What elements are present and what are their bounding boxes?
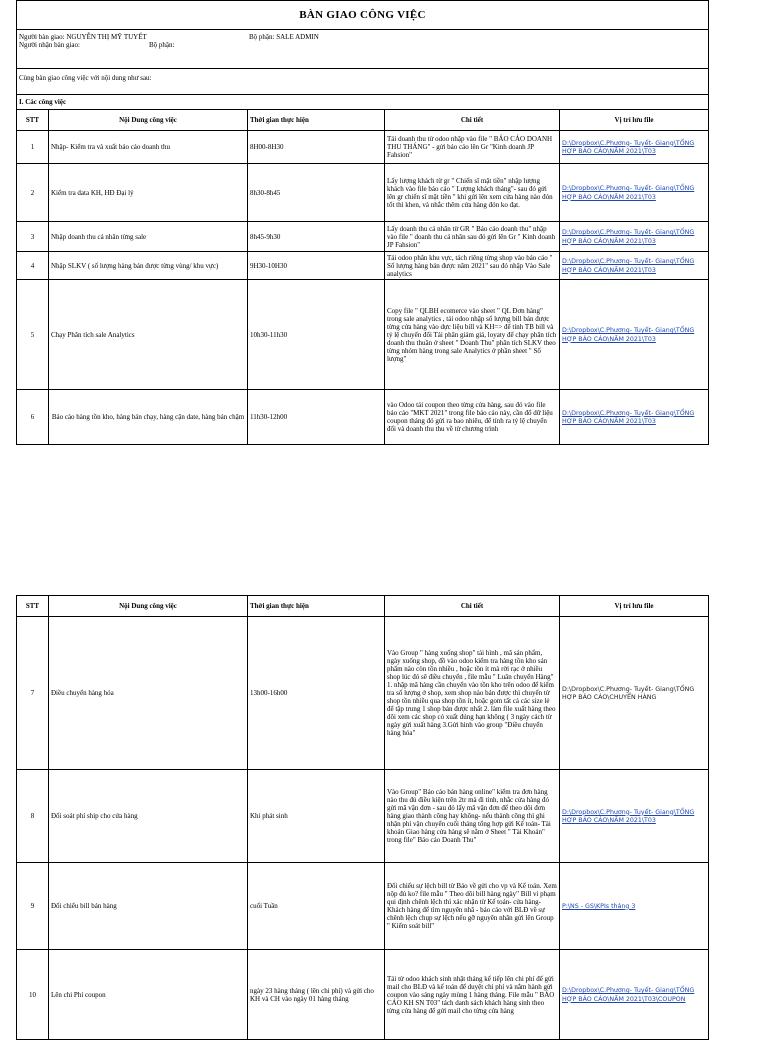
row-location[interactable] — [560, 770, 709, 863]
header-stt: STT — [17, 110, 49, 131]
row-content: Nhập doanh thu cá nhân từng sale — [49, 222, 248, 252]
row-stt: 7 — [17, 617, 49, 770]
row-content: Nhập SLKV ( số lượng hàng bán được từng vùng/ khu vực) — [49, 252, 248, 280]
header-detail: Chi tiết — [385, 596, 560, 617]
row-detail: vào Odoo tải coupon theo từng cửa hàng, sau đó vào file báo cáo "MKT 2021" trong file báo cáo này, cần đổ dữ liệu coupon tháng đó gửi ra bao nhiêu, để tính ra tỷ lệ chuyển đổi và doanh thu thu về từ chương trình — [385, 390, 560, 445]
document-page — [16, 0, 708, 1040]
file-location-text: D:\Dropbox\C.Phương- Tuyết- Giang\TỔNG HỢP BÁO CÁO\CHUYỂN HÀNG — [562, 685, 695, 701]
giver-label: Người bàn giao: — [19, 33, 65, 41]
file-location-link[interactable]: P:\NS - GS\KPIs tháng 3 — [562, 902, 636, 910]
row-time: cuối Tuần — [248, 863, 385, 950]
header-location: Vị trí lưu file — [560, 110, 709, 131]
row-time: 9H30-10H30 — [248, 252, 385, 280]
row-detail: Lấy lượng khách từ gr " Chiến sĩ mặt tiền" nhập lượng khách vào file báo cáo " Lượng khách tháng"- sau đó gửi lên gr chiến sĩ mặt tiền " khi gửi lên xem cửa hàng nào đón tốt thì khen, và nhắc thêm cửa hàng đón ko đạt. — [385, 164, 560, 222]
row-content: Đối soát phí ship cho cửa hàng — [49, 770, 248, 863]
row-detail: Tải từ odoo khách sinh nhật tháng kế tiếp lên chi phí để gửi mail cho BLĐ và kế toán để duyệt chi phí và nắm hành gửi coupon vào sáng ngày mùng 1 hàng tháng. File mẫu " BÁO CÁO KH SN T03" tách danh sách khách hàng sinh theo từng cửa hàng để gửi mail cho từng cửa hàng — [385, 950, 560, 1040]
giver-name: NGUYỄN THỊ MỸ TUYẾT — [66, 33, 147, 41]
row-content: Chạy Phân tích sale Analytics — [49, 280, 248, 390]
row-time: 8H00-8H30 — [248, 131, 385, 164]
row-detail: Lấy doanh thu cá nhân từ GR " Báo cáo doanh thu" nhập vào file " doanh thu cá nhân sau đó gửi lên Gr " Kinh doanh JP Fahsion" — [385, 222, 560, 252]
row-stt: 10 — [17, 950, 49, 1040]
row-stt: 5 — [17, 280, 49, 390]
row-content: Báo cáo hàng tồn kho, hàng bán chạy, hàng cận date, hàng bán chậm — [49, 390, 248, 445]
giver-dept: Bộ phận: SALE ADMIN — [249, 33, 319, 41]
row-location[interactable] — [560, 280, 709, 390]
row-content: Điều chuyển hàng hóa — [49, 617, 248, 770]
row-stt: 2 — [17, 164, 49, 222]
row-detail: Tải doanh thu từ odoo nhập vào file " BÁO CÁO DOANH THU THÁNG" - gửi báo cáo lên Gr "Kinh doanh JP Fahsion" — [385, 131, 560, 164]
header-content: Nội Dung công việc — [49, 596, 248, 617]
handover-info — [17, 30, 709, 69]
header-stt: STT — [17, 596, 49, 617]
row-location[interactable] — [560, 222, 709, 252]
row-stt: 3 — [17, 222, 49, 252]
row-location — [560, 617, 709, 770]
header-location: Vị trí lưu file — [560, 596, 709, 617]
row-detail: Đối chiếu sự lệch bill từ Báo về gửi cho vp và Kế toán. Xem nộp đủ ko? file mẫu " Theo dõi bill hàng ngày" Bill vi phạm qui định chênh lệch thì xác nhận từ Kế toán- cửa hàng- Khách hàng để tìm nguyên nhã - báo cáo với BLĐ về sự chênh lệch chụp sự lệch nếu gỡ nguyên nhân gửi lên Group " Kiểm soát bill" — [385, 863, 560, 950]
row-time: ngày 23 hàng tháng ( lên chi phí) và gửi cho KH và CH vào ngày 01 hàng tháng — [248, 950, 385, 1040]
header-detail: Chi tiết — [385, 110, 560, 131]
row-detail: Copy file " QLBH ecomerce vào sheet " QL Đơn hàng" trong sale analytics , tải odoo nhập số lượng bill bán được từng cửa hàng vào dực liệu bill và KH=> để tính TB bill và tỷ lệ chuyển đổi Tải phân giảm giá, loyaty để chạy phân tích doanh thu thuần ở sheet " Doanh Thu" phân tích SLKV theo từng nhóm hàng trong sale Analytics ở phần sheet " Số lượng" — [385, 280, 560, 390]
receiver-label: Người nhận bàn giao: — [19, 41, 80, 49]
receiver-dept: Bộ phận: — [149, 41, 175, 49]
intro-text: Cùng bàn giao công việc với nội dung như sau: — [17, 69, 709, 95]
file-location-link[interactable]: D:\Dropbox\C.Phương- Tuyết- Giang\TỔNG HỢP BÁO CÁO\NĂM 2021\T03 — [562, 409, 695, 425]
row-detail: Vào Group" Báo cáo bán hàng online" kiểm tra đơn hàng nào thu đủ điều kiện trên 2tr mà đi tỉnh, nhắc cửa hàng đó gửi mã vận đơn - sau đó lấy mã vận đơn để theo dõi đơn hàng giao thành công hay không- nếu thành công thì ghi nhận phí vận chuyển cuối tháng tổng hợp gửi Kế toán- Tài khoản Giao hàng cửa hàng sẽ nằm ở Sheet " Tài Khoản" trong file" Báo cáo Doanh Thu" — [385, 770, 560, 863]
section-heading: I. Các công việc — [17, 95, 709, 110]
document-title: BÀN GIAO CÔNG VIỆC — [17, 1, 709, 30]
row-detail: Vào Group " hàng xuống shop" tải hình , mã sản phẩm, ngày xuống shop, đồ vào odoo kiểm tra hàng tồn kho sản phẩm nào còn tồn nhiều , hoặc tồn ít mà rời rạc ở nhiều shop lúc đó sẽ điều chuyển , file mẫu " Luân chuyển Hàng" 1. nhập mã hàng cần chuyển vào tồn kho trên odoo để kiểm tra số lượng ở shop, xem shop nào bán được thì chuyển từ shop tồn nhiều qua shop tồn ít, hoặc gom tất cả các size lẻ để tập trung 1 shop bán được nhất 2. làm file xuất hàng theo dõi xem các shop có xuất đúng hạn không ( 3 ngày cách từ ngày gửi xuất hàng 3.Gửi hình vào group "Điều chuyển hàng hóa" — [385, 617, 560, 770]
header-time: Thời gian thực hiện — [248, 110, 385, 131]
row-location[interactable] — [560, 390, 709, 445]
handover-table-2 — [16, 595, 709, 1040]
row-time: Khi phát sinh — [248, 770, 385, 863]
row-location[interactable] — [560, 131, 709, 164]
row-location[interactable] — [560, 863, 709, 950]
row-detail: Tải odoo phân khu vực, tách riêng từng shop vào báo cáo " Số lượng hàng bán được năm 2021" sau đó nhập Vào Sale analytics — [385, 252, 560, 280]
header-time: Thời gian thực hiện — [248, 596, 385, 617]
row-time: 10h30-11h30 — [248, 280, 385, 390]
row-time: 8h45-9h30 — [248, 222, 385, 252]
row-stt: 1 — [17, 131, 49, 164]
row-time: 11h30-12h00 — [248, 390, 385, 445]
row-time: 13h00-16h00 — [248, 617, 385, 770]
row-time: 8h30-8h45 — [248, 164, 385, 222]
header-content: Nội Dung công việc — [49, 110, 248, 131]
page-gap — [16, 445, 708, 595]
row-content: Nhập- Kiểm tra và xuất báo cáo doanh thu — [49, 131, 248, 164]
row-location[interactable] — [560, 950, 709, 1040]
file-location-link[interactable]: D:\Dropbox\C.Phương- Tuyết- Giang\TỔNG HỢP BÁO CÁO\NĂM 2021\T03 — [562, 229, 695, 245]
file-location-link[interactable]: D:\Dropbox\C.Phương- Tuyết- Giang\TỔNG HỢP BÁO CÁO\NĂM 2021\T03 — [562, 808, 695, 824]
row-content: Lên chi Phí coupon — [49, 950, 248, 1040]
row-location[interactable] — [560, 164, 709, 222]
file-location-link[interactable]: D:\Dropbox\C.Phương- Tuyết- Giang\TỔNG HỢP BÁO CÁO\NĂM 2021\T03 — [562, 258, 695, 274]
row-stt: 6 — [17, 390, 49, 445]
row-content: Đối chiếu bill bán hàng — [49, 863, 248, 950]
row-stt: 8 — [17, 770, 49, 863]
handover-table-1 — [16, 0, 709, 445]
file-location-link[interactable]: D:\Dropbox\C.Phương- Tuyết- Giang\TỔNG HỢP BÁO CÁO\NĂM 2021\T03 — [562, 185, 695, 201]
file-location-link[interactable]: D:\Dropbox\C.Phương- Tuyết- Giang\TỔNG HỢP BÁO CÁO\NĂM 2021\T03\COUPON — [562, 987, 695, 1003]
row-stt: 9 — [17, 863, 49, 950]
row-content: Kiểm tra data KH, HĐ Đại lý — [49, 164, 248, 222]
file-location-link[interactable]: D:\Dropbox\C.Phương- Tuyết- Giang\TỔNG HỢP BÁO CÁO\NĂM 2021\T03 — [562, 327, 695, 343]
row-stt: 4 — [17, 252, 49, 280]
row-location[interactable] — [560, 252, 709, 280]
file-location-link[interactable]: D:\Dropbox\C.Phương- Tuyết- Giang\TỔNG HỢP BÁO CÁO\NĂM 2021\T03 — [562, 139, 695, 155]
